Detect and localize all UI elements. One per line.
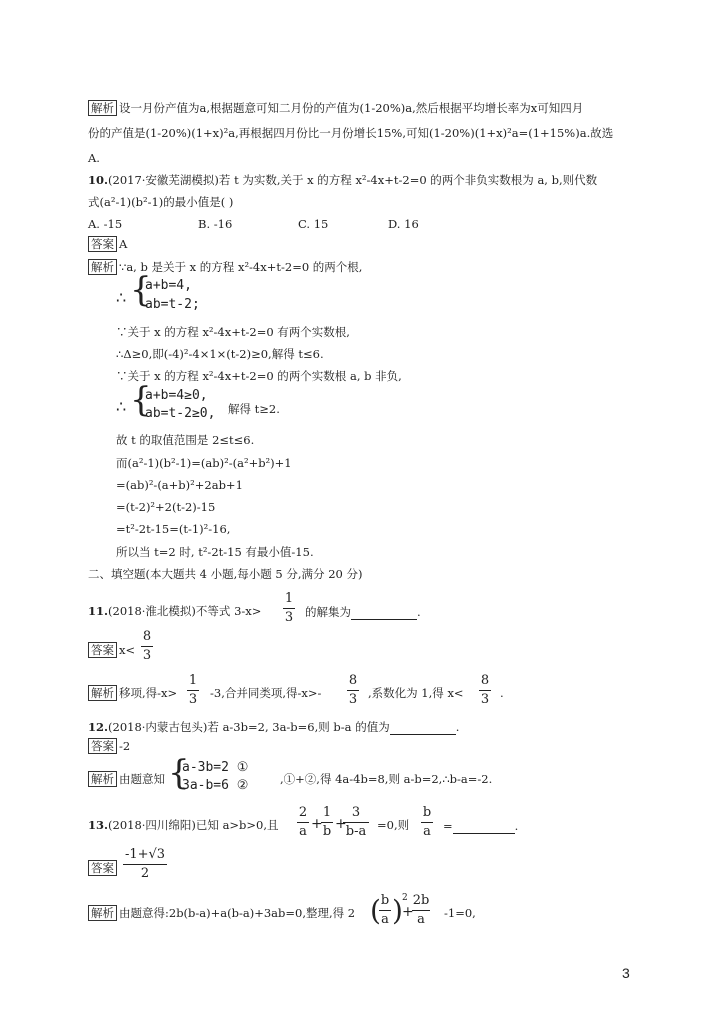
p1-line2: 份的产值是(1-20%)(1+x)²a,再根据四月份比一月份增长15%,可知(1-20%)(1+x)²a=(1+15%)a.故选 — [88, 126, 614, 140]
frac-num: b — [380, 893, 390, 908]
q13-frac3 — [343, 804, 369, 841]
q13-number: 13. — [88, 818, 109, 832]
answer-blank — [390, 718, 456, 735]
answer-tag: 答案 — [88, 236, 117, 252]
q11-sol-frac3 — [478, 672, 492, 709]
analysis-tag: 解析 — [88, 905, 117, 921]
answer-tag: 答案 — [88, 738, 117, 754]
q11-fraction — [282, 590, 296, 627]
q13-sol — [88, 905, 355, 921]
q13-frac1 — [296, 804, 310, 841]
q11-answer-pre: x< — [119, 643, 136, 657]
answer-blank — [351, 603, 417, 620]
q13-sol-frac2 — [411, 892, 431, 929]
frac-den: 3 — [480, 692, 490, 707]
q12-sol-pre: 由题意知 — [119, 772, 165, 786]
q12-text: (2018·内蒙古包头)若 a-3b=2, 3a-b=6,则 b-a 的值为 — [108, 720, 390, 734]
q13-post-text: = — [443, 819, 453, 833]
q10-sys2b: ab=t-2≥0, — [145, 406, 216, 421]
q13-plus1: + — [311, 816, 323, 832]
q13-line — [88, 817, 279, 833]
q10-s9: =t²-2t-15=(t-1)²-16, — [116, 522, 231, 536]
q12-answer — [88, 738, 130, 754]
q10-answer — [88, 236, 127, 252]
answer-tag: 答案 — [88, 642, 117, 658]
frac-num: b — [422, 805, 432, 820]
q11-sol-frac1 — [186, 672, 200, 709]
answer-blank — [453, 817, 515, 834]
left-brace-icon: { — [130, 380, 152, 420]
analysis-tag: 解析 — [88, 259, 117, 275]
q10-line1 — [88, 172, 597, 188]
q12-line — [88, 718, 459, 735]
frac-den: a — [417, 912, 425, 927]
frac-num: 8 — [142, 629, 152, 644]
q10-option-a: A. -15 — [88, 217, 123, 231]
frac-num: 1 — [322, 805, 332, 820]
q12-sol — [88, 771, 165, 787]
frac-num: 1 — [284, 591, 294, 606]
q11-line — [88, 603, 261, 619]
q10-option-b: B. -16 — [198, 217, 233, 231]
q10-s5: 故 t 的取值范围是 2≤t≤6. — [116, 433, 255, 447]
left-paren-icon: ( — [370, 894, 381, 927]
q10-s2: ∵关于 x 的方程 x²-4x+t-2=0 有两个实数根, — [116, 325, 350, 339]
left-brace-icon: { — [168, 753, 190, 793]
q13-answer — [88, 860, 119, 876]
q11-end: . — [417, 605, 421, 619]
q11-sol-d: . — [500, 686, 504, 700]
q10-option-d: D. 16 — [388, 217, 419, 231]
q11-post-text: 的解集为 — [305, 605, 351, 619]
q10-sys1a: a+b=4, — [145, 278, 192, 293]
q13-post — [443, 817, 518, 834]
q11-sol — [88, 685, 177, 701]
frac-den: a — [423, 824, 431, 839]
q10-s3: ∴Δ≥0,即(-4)²-4×1×(t-2)≥0,解得 t≤6. — [116, 347, 324, 361]
frac-den: b-a — [345, 824, 367, 839]
q11-answer — [88, 642, 135, 658]
q13-plus2: + — [335, 816, 347, 832]
q12-end: . — [455, 720, 460, 734]
q13-sol-paren-frac — [378, 892, 392, 929]
q10-answer-value: A — [119, 237, 128, 251]
left-brace-icon: { — [130, 270, 152, 310]
q10-sys2a: a+b=4≥0, — [145, 388, 208, 403]
q13-frac2 — [320, 804, 334, 841]
q10-s4: ∵关于 x 的方程 x²-4x+t-2=0 的两个实数根 a, b 非负, — [116, 369, 402, 383]
q11-sol-c: ,系数化为 1,得 x< — [368, 686, 464, 700]
p1-line1 — [88, 100, 583, 116]
q11-sol-b: -3,合并同类项,得-x>- — [210, 686, 322, 700]
q13-frac4 — [420, 804, 434, 841]
q12-sol-post: ,①+②,得 4a-4b=8,则 a-b=2,∴b-a=-2. — [280, 772, 493, 786]
frac-num: 8 — [348, 673, 358, 688]
analysis-tag: 解析 — [88, 685, 117, 701]
q10-number: 10. — [88, 173, 109, 187]
frac-den: 3 — [142, 648, 152, 663]
q10-s7: =(ab)²-(a+b)²+2ab+1 — [116, 478, 243, 492]
frac-den: a — [381, 912, 389, 927]
q10-s10: 所以当 t=2 时, t²-2t-15 有最小值-15. — [116, 545, 314, 559]
q13-answer-fraction — [122, 846, 168, 883]
frac-den: 3 — [188, 692, 198, 707]
q12-sys-a: a-3b=2 ① — [182, 760, 249, 775]
frac-den: 3 — [284, 610, 294, 625]
section-heading: 二、填空题(本大题共 4 小题,每小题 5 分,满分 20 分) — [88, 567, 363, 581]
frac-num: 3 — [351, 805, 361, 820]
analysis-tag: 解析 — [88, 771, 117, 787]
therefore-sign: ∴ — [116, 288, 127, 307]
frac-den: a — [299, 824, 307, 839]
q13-pre: (2018·四川绵阳)已知 a>b>0,且 — [108, 818, 279, 832]
frac-den: b — [322, 824, 332, 839]
q12-number: 12. — [88, 720, 109, 734]
right-paren-icon: ) — [392, 894, 403, 927]
frac-den: 3 — [348, 692, 358, 707]
q11-sol-a: 移项,得-x> — [119, 686, 178, 700]
analysis-tag: 解析 — [88, 100, 117, 116]
q10-option-c: C. 15 — [298, 217, 329, 231]
q10-s6: 而(a²-1)(b²-1)=(ab)²-(a²+b²)+1 — [116, 456, 292, 470]
p1-line3: A. — [88, 151, 100, 165]
p1-text1: 设一月份产值为a,根据题意可知二月份的产值为(1-20%)a,然后根据平均增长率为x可知四月 — [119, 101, 584, 115]
frac-den: 2 — [140, 866, 150, 881]
q10-line2: 式(a²-1)(b²-1)的最小值是( ) — [88, 195, 234, 209]
q11-pre: (2018·淮北模拟)不等式 3-x> — [108, 604, 262, 618]
q11-number: 11. — [88, 604, 109, 618]
q13-sol-square: 2 — [402, 893, 408, 903]
q10-s1: ∵a, b 是关于 x 的方程 x²-4x+t-2=0 的两个根, — [119, 260, 363, 274]
q10-sys1b: ab=t-2; — [145, 297, 200, 312]
frac-num: 2b — [412, 893, 430, 908]
q13-sol-pre: 由题意得:2b(b-a)+a(b-a)+3ab=0,整理,得 2 — [119, 906, 356, 920]
frac-num: -1+√3 — [124, 847, 166, 862]
q10-text1: (2017·安徽芜湖模拟)若 t 为实数,关于 x 的方程 x²-4x+t-2=0 的两个非负实数根为 a, b,则代数 — [108, 173, 598, 187]
q11-sol-frac2 — [346, 672, 360, 709]
therefore-sign-2: ∴ — [116, 397, 127, 416]
frac-num: 8 — [480, 673, 490, 688]
frac-num: 2 — [298, 805, 308, 820]
q12-answer-value: -2 — [119, 739, 131, 753]
q13-sol-end: -1=0, — [444, 906, 476, 920]
q13-end: . — [514, 819, 519, 833]
q11-answer-fraction — [140, 628, 154, 665]
q11-post — [305, 603, 421, 620]
q10-s8: =(t-2)²+2(t-2)-15 — [116, 500, 216, 514]
q10-sys2-note: 解得 t≥2. — [228, 402, 280, 416]
page-number: 3 — [622, 965, 630, 981]
q13-mid: =0,则 — [377, 818, 410, 832]
q12-sys-b: 3a-b=6 ② — [182, 778, 249, 793]
answer-tag: 答案 — [88, 860, 117, 876]
q13-sol-plus: + — [402, 904, 414, 920]
frac-num: 1 — [188, 673, 198, 688]
